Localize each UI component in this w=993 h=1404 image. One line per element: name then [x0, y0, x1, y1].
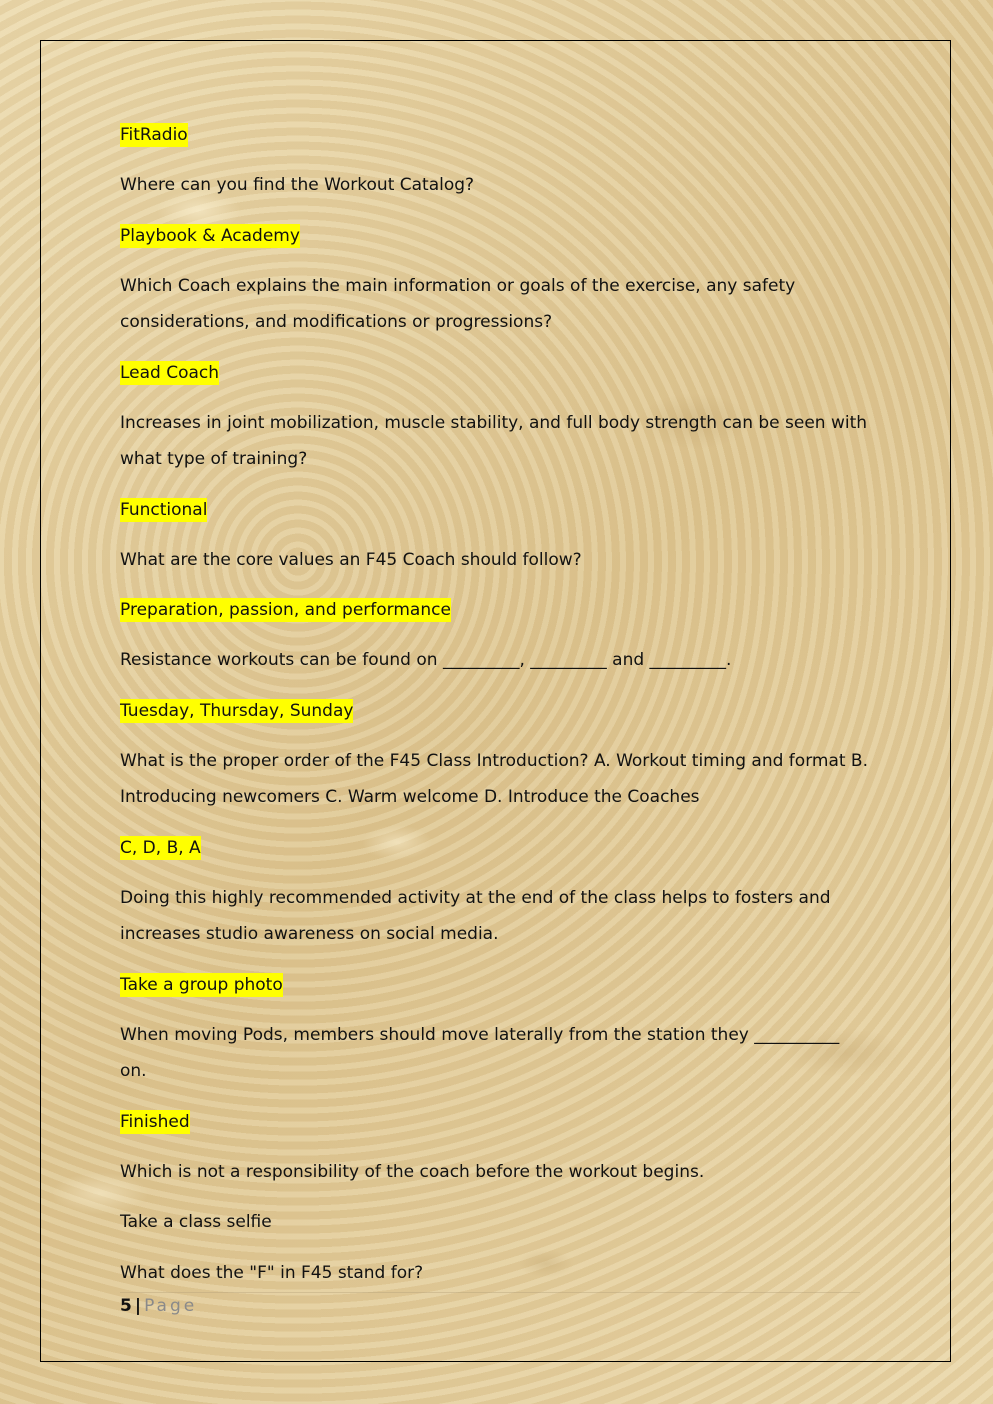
question-line: What is the proper order of the F45 Class Introduction? A. Workout timing and format B. Introducing newcomers C. Warm welcome D. Introduce the Coaches — [120, 750, 868, 807]
page-label: Page — [144, 1296, 198, 1316]
answer-line: FitRadio — [120, 125, 188, 145]
answer-line: Lead Coach — [120, 362, 220, 383]
question-line: Increases in joint mobilization, muscle stability, and full body strength can be seen with what type of training? — [120, 412, 868, 469]
question-line: What does the "F" in F45 stand for? — [120, 1262, 424, 1283]
page-number: 5 — [120, 1296, 132, 1316]
question-line: Doing this highly recommended activity at the end of the class helps to fosters and increases studio awareness on social media. — [120, 887, 831, 944]
page-footer — [120, 1296, 197, 1316]
answer-line: Finished — [120, 1111, 190, 1132]
question-line: When moving Pods, members should move laterally from the station they __________ on. — [120, 1024, 840, 1081]
footer-separator: | — [134, 1296, 142, 1316]
answer-line: Preparation, passion, and performance — [120, 600, 451, 620]
answer-line: C, D, B, A — [120, 837, 201, 858]
answer-line: Take a group photo — [120, 974, 283, 995]
question-line: Which is not a responsibility of the coach before the workout begins. — [120, 1161, 705, 1182]
answer-line: Functional — [120, 499, 208, 520]
question-line: Where can you find the Workout Catalog? — [120, 175, 475, 195]
answer-line: Playbook & Academy — [120, 225, 300, 246]
question-line: Which Coach explains the main information or goals of the exercise, any safety considerations, and modifications or progressions? — [120, 275, 796, 332]
question-line: What are the core values an F45 Coach should follow? — [120, 549, 582, 570]
quiz-content — [120, 117, 870, 1305]
plain-answer-line: Take a class selfie — [120, 1212, 272, 1232]
question-line: Resistance workouts can be found on _________, _________ and _________. — [120, 650, 732, 670]
answer-line: Tuesday, Thursday, Sunday — [120, 700, 354, 721]
footer-divider — [120, 1292, 860, 1293]
